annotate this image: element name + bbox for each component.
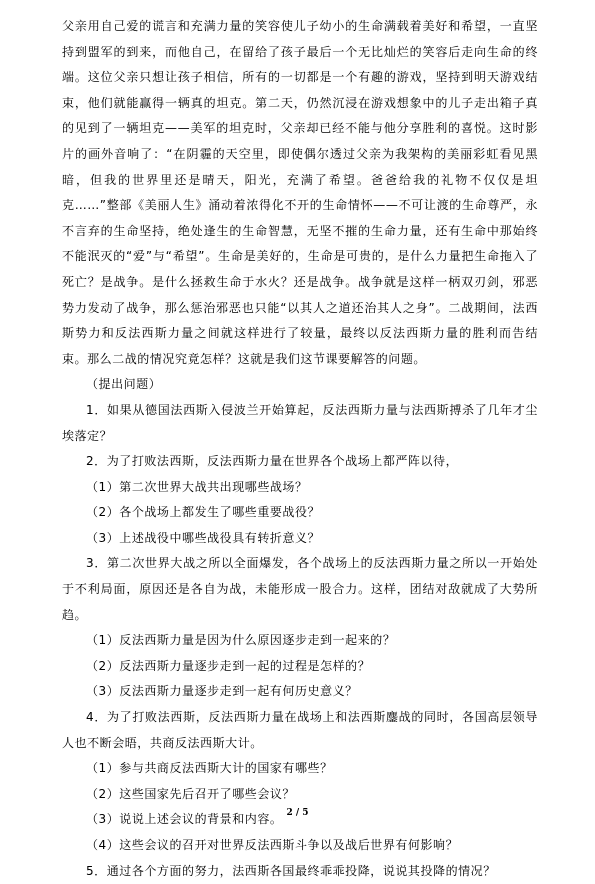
question-4-sub-1: （1）参与共商反法西斯大计的国家有哪些？	[86, 761, 333, 776]
question-3-sub-3: （3）反法西斯力量逐步走到一起有何历史意义？	[86, 684, 358, 699]
question-2-sub-2: （2）各个战场上都发生了哪些重要战役？	[86, 505, 321, 520]
question-4-sub-2: （2）这些国家先后召开了哪些会议？	[86, 786, 295, 801]
question-2-sub-3: （3）上述战役中哪些战役具有转折意义？	[86, 530, 321, 545]
question-1: 1．如果从德国法西斯入侵波兰开始算起，反法西斯力量与法西斯搏杀了几年才尘埃落定？	[62, 402, 538, 443]
question-4-sub-4: （4）这些会议的召开对世界反法西斯斗争以及战后世界有何影响？	[86, 838, 459, 852]
intro-paragraph: 父亲用自己爱的谎言和充满力量的笑容使儿子幼小的生命满载着美好和希望，一直坚持到盟军的到来，而他自己，在留给了孩子最后一个无比灿烂的笑容后走向生命的终端。这位父亲只想让孩子相信，所有的一切都是一个有趣的游戏，坚持到明天游戏结束，他们就能赢得一辆真的坦克。第二天，仍然沉浸在游戏想象中的儿子走出箱子真的见到了一辆坦克——美军的坦克时，父亲却已经不能与他分享胜利的喜悦。这时影片的画外音响了：“在阴霾的天空里，即使偶尔透过父亲为我架构的美丽彩虹看见黑暗，但我的世界里还是晴天，阳光，充满了希望。爸爸给我的礼物不仅仅是坦克……”整部《美丽人生》涌动着浓得化不开的生命情怀——不可让渡的生命尊严，永不言弃的生命坚持，绝处逢生的生命智慧，无坚不摧的生命力量，还有生命中那始终不能泯灭的“爱”与“希望”。生命是美好的，生命是可贵的，是什么力量把生命拖入了死亡？是战争。是什么拯救生命于水火？还是战争。战争就是这样一柄双刃剑，邪恶势力发动了战争，那么惩治邪恶也只能“以其人之道还治其人之身”。二战期间，法西斯势力和反法西斯力量之间就这样进行了较量，最终以反法西斯力量的胜利而告结束。那么二战的情况究竟怎样？这就是我们这节课要解答的问题。	[62, 19, 538, 366]
question-3-sub-1: （1）反法西斯力量是因为什么原因逐步走到一起来的？	[86, 633, 396, 648]
question-4: 4．为了打败法西斯，反法西斯力量在战场上和法西斯鏖战的同时，各国高层领导人也不断会晤，共商反法西斯大计。	[62, 710, 538, 750]
question-5: 5．通过各个方面的努力，法西斯各国最终乖乖投降，说说其投降的情况？	[86, 863, 496, 878]
document-body	[62, 14, 538, 884]
page-number: 2 / 5	[286, 808, 309, 818]
question-3: 3．第二次世界大战之所以全面爆发，各个战场上的反法西斯力量之所以一开始处于不利局面，原因还是各自为战，未能形成一股合力。这样，团结对敌就成了大势所趋。	[62, 556, 538, 622]
question-3-sub-2: （2）反法西斯力量逐步走到一起的过程是怎样的？	[86, 658, 371, 673]
question-4-sub-3: （3）说说上述会议的背景和内容。	[86, 812, 283, 827]
question-2-sub-1: （1）第二次世界大战共出现哪些战场？	[86, 479, 308, 494]
question-2: 2．为了打败法西斯，反法西斯力量在世界各个战场上都严阵以待，	[86, 454, 459, 469]
section-label: （提出问题）	[86, 377, 162, 392]
